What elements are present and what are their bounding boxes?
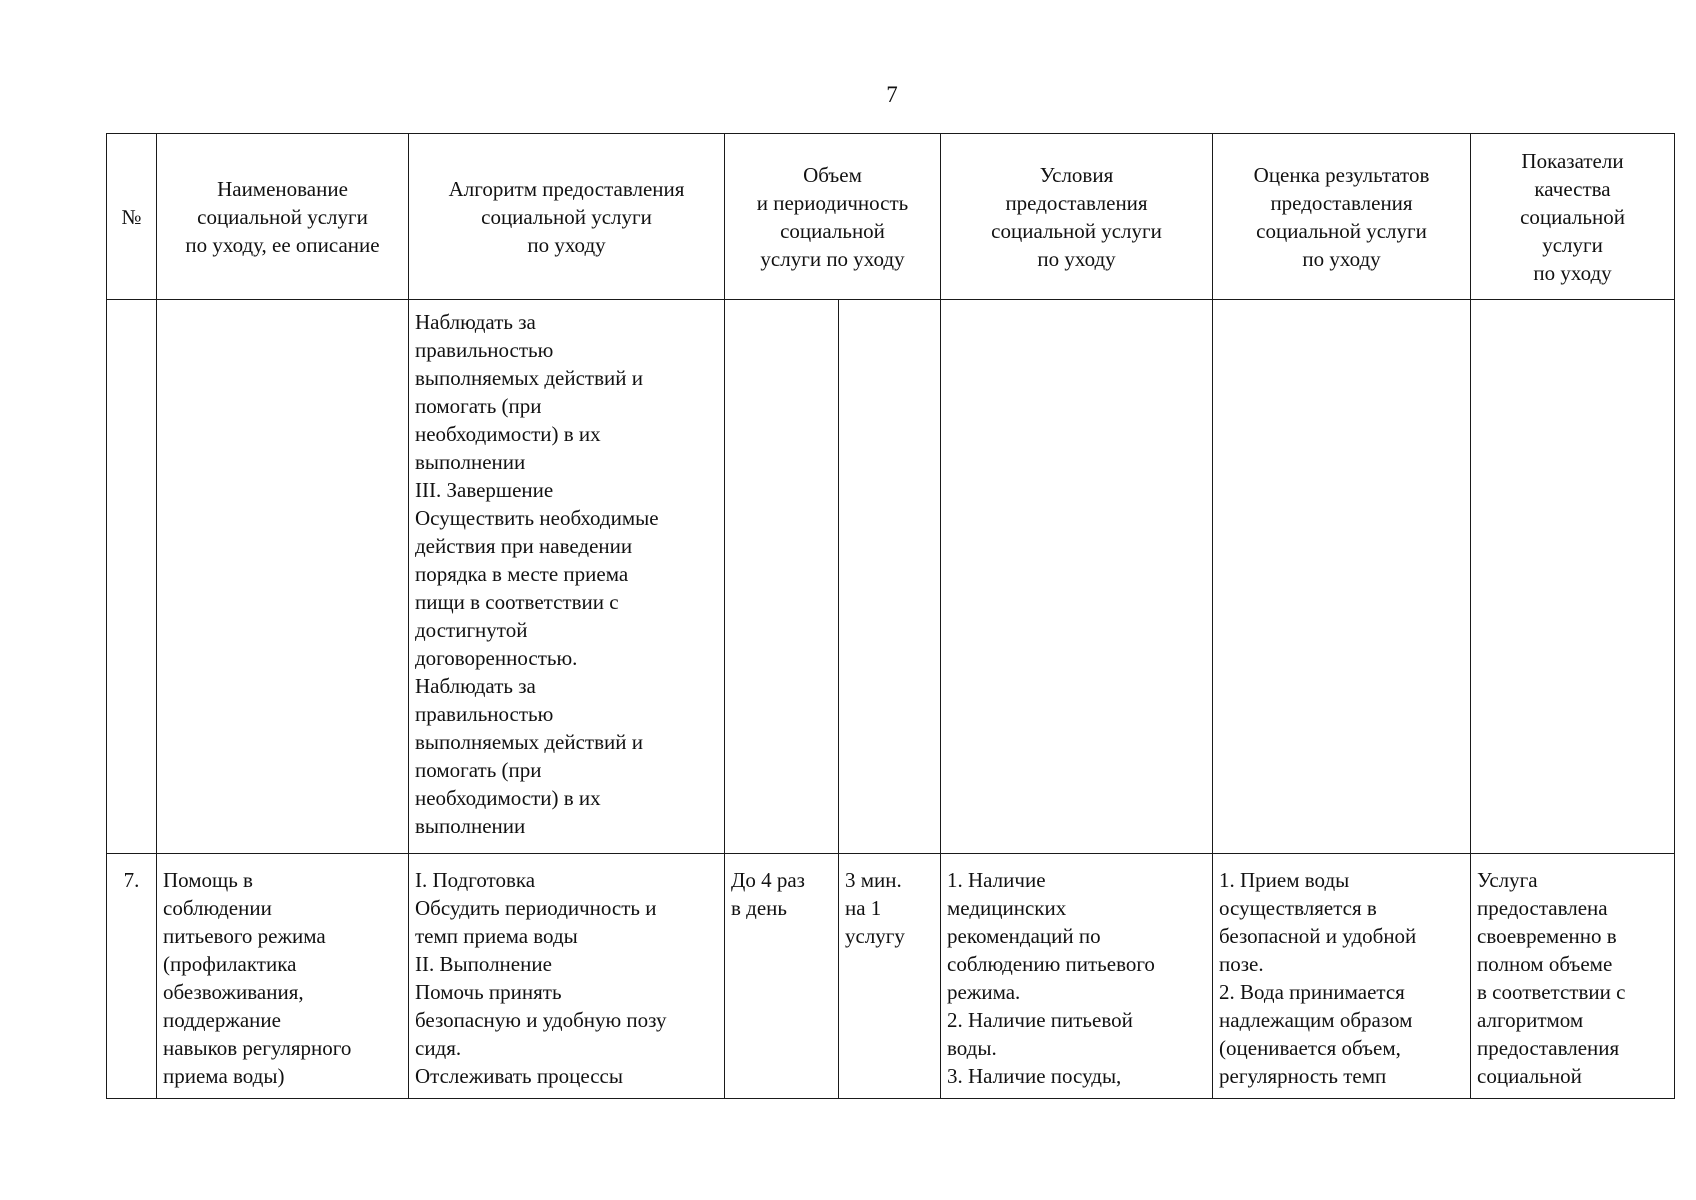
table-row: [107, 854, 1675, 1099]
cell-number: [107, 300, 157, 854]
cell-evaluation: 1. Прием воды осуществляется в безопасной и удобной позе. 2. Вода принимается надлежащим образом (оценивается объем, регулярность темп: [1213, 854, 1471, 1099]
cell-conditions: [941, 300, 1213, 854]
cell-quality: Услуга предоставлена своевременно в полном объеме в соответствии с алгоритмом предоставления социальной: [1471, 854, 1675, 1099]
cell-volume: [725, 300, 839, 854]
cell-period: [839, 300, 941, 854]
table-header-row: [107, 134, 1675, 300]
header-evaluation: Оценка результатов предоставления социальной услуги по уходу: [1213, 134, 1471, 300]
social-services-table: [106, 133, 1675, 1099]
cell-quality: [1471, 300, 1675, 854]
cell-conditions: 1. Наличие медицинских рекомендаций по соблюдению питьевого режима. 2. Наличие питьевой воды. 3. Наличие посуды,: [941, 854, 1213, 1099]
cell-algorithm: Наблюдать за правильностью выполняемых действий и помогать (при необходимости) в их выполнении III. Завершение Осуществить необходимые действия при наведении порядка в месте приема пищи в соответствии с достигнутой договоренностью. Наблюдать за правильностью выполняемых действий и помогать (при необходимости) в их выполнении: [409, 300, 725, 854]
header-volume-periodicity: Объем и периодичность социальной услуги по уходу: [725, 134, 941, 300]
header-algorithm: Алгоритм предоставления социальной услуги по уходу: [409, 134, 725, 300]
header-number: №: [107, 134, 157, 300]
cell-service-name: Помощь в соблюдении питьевого режима (профилактика обезвоживания, поддержание навыков регулярного приема воды): [157, 854, 409, 1099]
cell-evaluation: [1213, 300, 1471, 854]
cell-service-name: [157, 300, 409, 854]
cell-number: 7.: [107, 854, 157, 1099]
header-quality-indicators: Показатели качества социальной услуги по уходу: [1471, 134, 1675, 300]
cell-period: 3 мин. на 1 услугу: [839, 854, 941, 1099]
cell-volume: До 4 раз в день: [725, 854, 839, 1099]
cell-algorithm: I. Подготовка Обсудить периодичность и темп приема воды II. Выполнение Помочь принять безопасную и удобную позу сидя. Отслеживать процессы: [409, 854, 725, 1099]
page-number: 7: [886, 82, 898, 107]
header-service-name: Наименование социальной услуги по уходу, ее описание: [157, 134, 409, 300]
table-row: [107, 300, 1675, 854]
header-conditions: Условия предоставления социальной услуги по уходу: [941, 134, 1213, 300]
